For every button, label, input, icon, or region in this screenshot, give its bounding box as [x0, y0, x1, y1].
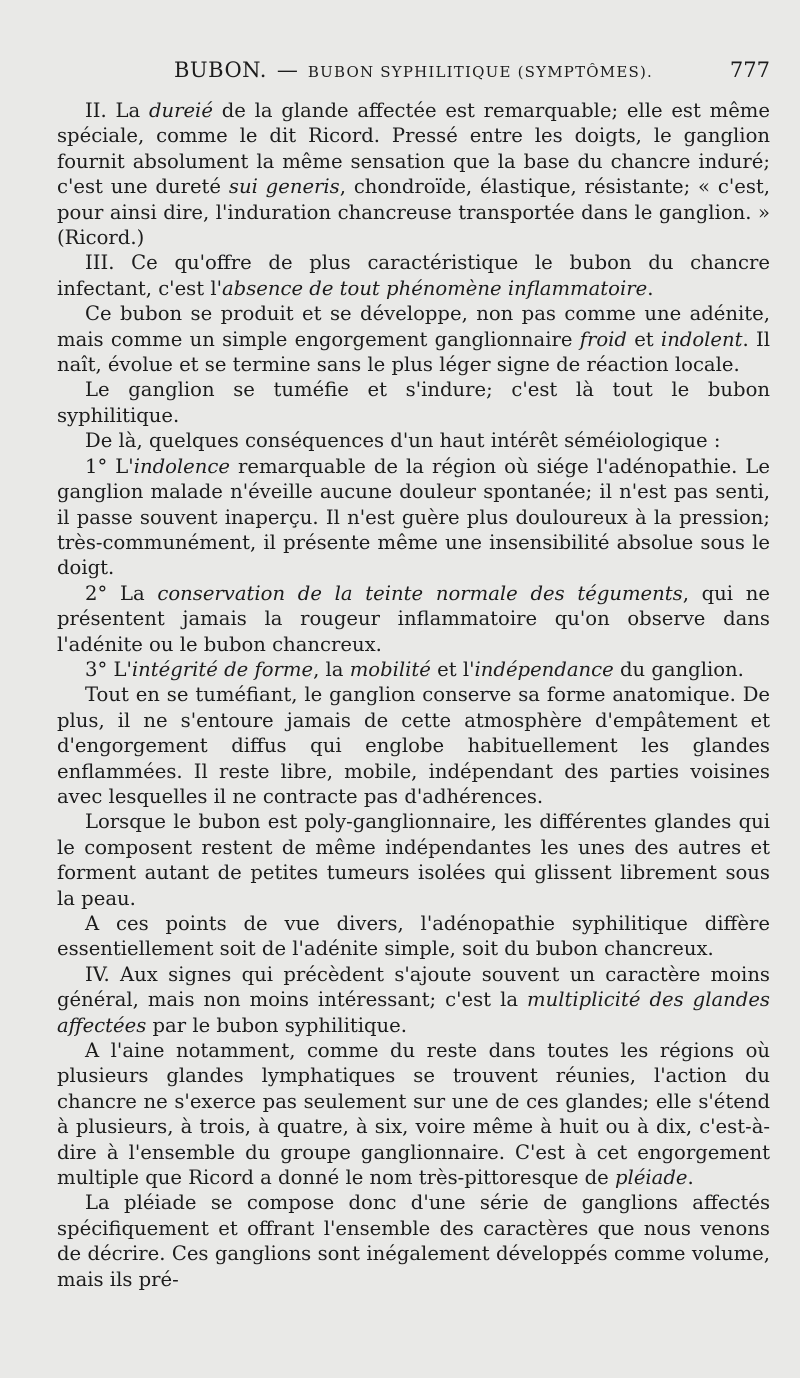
italic-text: froid	[579, 327, 627, 351]
italic-text: dureié	[148, 99, 213, 122]
text-run: et	[626, 327, 661, 351]
paragraph	[57, 1038, 770, 1190]
text-run: Lorsque le bubon est poly-ganglionnaire, les différentes glandes qui le composent restent de même indépendantes les unes des autres et forment autant de petites tumeurs isolées qui glissent librement sous la peau.	[57, 810, 770, 910]
italic-text: intégrité de forme	[131, 657, 314, 681]
text-run: Le ganglion se tuméfie et s'indure; c'est là tout le bubon syphilitique.	[57, 378, 770, 427]
text-run: IV. Aux signes qui précèdent s'ajoute souvent un caractère moins général, mais non moins intéressant; c'est la	[57, 962, 770, 1012]
text-run: de la glande affectée est remarquable; elle est même spéciale, comme le dit Ricord. Pressé entre les doigts, le ganglion fournit absolument la même sensation que la base du chancre induré; c'est une dureté	[57, 99, 770, 199]
paragraph	[57, 911, 770, 962]
text-run: et l'	[430, 657, 475, 681]
italic-text: conservation de la teinte normale des téguments	[157, 581, 683, 605]
italic-text: pléiade	[615, 1166, 688, 1190]
text-run: par le bubon syphilitique.	[146, 1013, 407, 1037]
text-run: 2° La	[85, 581, 158, 605]
text-run: , chondroïde, élastique, résistante; « c'est, pour ainsi dire, l'induration chancreuse transportée dans le ganglion. » (Ricord.)	[57, 175, 770, 250]
text-run: A l'aine notamment, comme du reste dans toutes les régions où plusieurs glandes lymphatiques se trouvent réunies, l'action du chancre ne s'exerce pas seulement sur une de ces glandes; elle s'étend à plusieurs, à trois, à quatre, à six, voire même à huit ou à dix, c'est-à-dire à l'ensemble du groupe ganglionnaire. C'est à cet engorgement multiple que Ricord a donné le nom très-pittoresque de	[57, 1039, 770, 1190]
text-run: 3° L'	[85, 657, 132, 681]
text-run: A ces points de vue divers, l'adénopathie syphilitique diffère essentiellement soit de l'adénite simple, soit du bubon chancreux.	[57, 912, 770, 961]
text-run: De là, quelques conséquences d'un haut intérêt séméiologique :	[85, 429, 721, 453]
paragraph	[57, 657, 770, 682]
running-head	[57, 58, 770, 92]
paragraph	[57, 454, 770, 581]
paragraph	[57, 377, 770, 428]
paragraph	[57, 428, 770, 453]
text-run: du ganglion.	[613, 657, 744, 681]
text-run: . Il naît, évolue et se termine sans le plus léger signe de réaction locale.	[57, 327, 770, 377]
text-run: , qui ne présentent jamais la rougeur inflammatoire qu'on observe dans l'adénite ou le bubon chancreux.	[57, 581, 770, 656]
paragraph	[57, 682, 770, 809]
running-head-title: BUBON.	[174, 58, 267, 82]
page-number: 777	[729, 58, 770, 82]
text-run: .	[687, 1166, 694, 1190]
italic-text: indolence	[133, 454, 230, 478]
body-text	[57, 98, 770, 1292]
paragraph	[57, 962, 770, 1038]
running-head-subtitle: BUBON SYPHILITIQUE (SYMPTÔMES).	[307, 63, 653, 81]
text-run: Ce bubon se produit et se développe, non pas comme une adénite, mais comme un simple engorgement ganglionnaire	[57, 302, 770, 351]
italic-text: multiplicité des glandes affectées	[57, 988, 770, 1037]
paragraph	[57, 809, 770, 911]
italic-text: indolent	[660, 327, 743, 351]
text-run: remarquable de la région où siége l'adénopathie. Le ganglion malade n'éveille aucune douleur spontanée; il n'est pas senti, il passe souvent inaperçu. Il n'est guère plus douloureux à la pression; très-communément, il présente même une insensibilité absolue sous le doigt.	[57, 454, 770, 580]
italic-text: sui generis	[228, 175, 340, 199]
text-run: , la	[313, 657, 350, 681]
text-run: .	[647, 276, 654, 300]
paragraph	[57, 98, 770, 250]
italic-text: indépendance	[474, 657, 614, 681]
italic-text: absence de tout phénomène inflammatoire	[221, 276, 648, 300]
running-head-separator: —	[276, 58, 298, 82]
text-run: II. La	[85, 99, 149, 122]
text-run: Tout en se tuméfiant, le ganglion conserve sa forme anatomique. De plus, il ne s'entoure jamais de cette atmosphère d'empâtement et d'engorgement diffus qui englobe habituellement les glandes enflammées. Il reste libre, mobile, indépendant des parties voisines avec lesquelles il ne contracte pas d'adhérences.	[57, 683, 770, 808]
paragraph	[57, 250, 770, 301]
text-run: III. Ce qu'offre de plus caractéristique le bubon du chancre infectant, c'est l'	[57, 251, 770, 300]
paragraph	[57, 1190, 770, 1292]
paragraph	[57, 581, 770, 657]
paragraph	[57, 301, 770, 377]
text-run: 1° L'	[85, 454, 134, 478]
italic-text: mobilité	[349, 657, 431, 681]
text-run: La pléiade se compose donc d'une série de ganglions affectés spécifiquement et offrant l'ensemble des caractères que nous venons de décrire. Ces ganglions sont inégalement développés comme volume, mais ils pré-	[57, 1191, 770, 1291]
